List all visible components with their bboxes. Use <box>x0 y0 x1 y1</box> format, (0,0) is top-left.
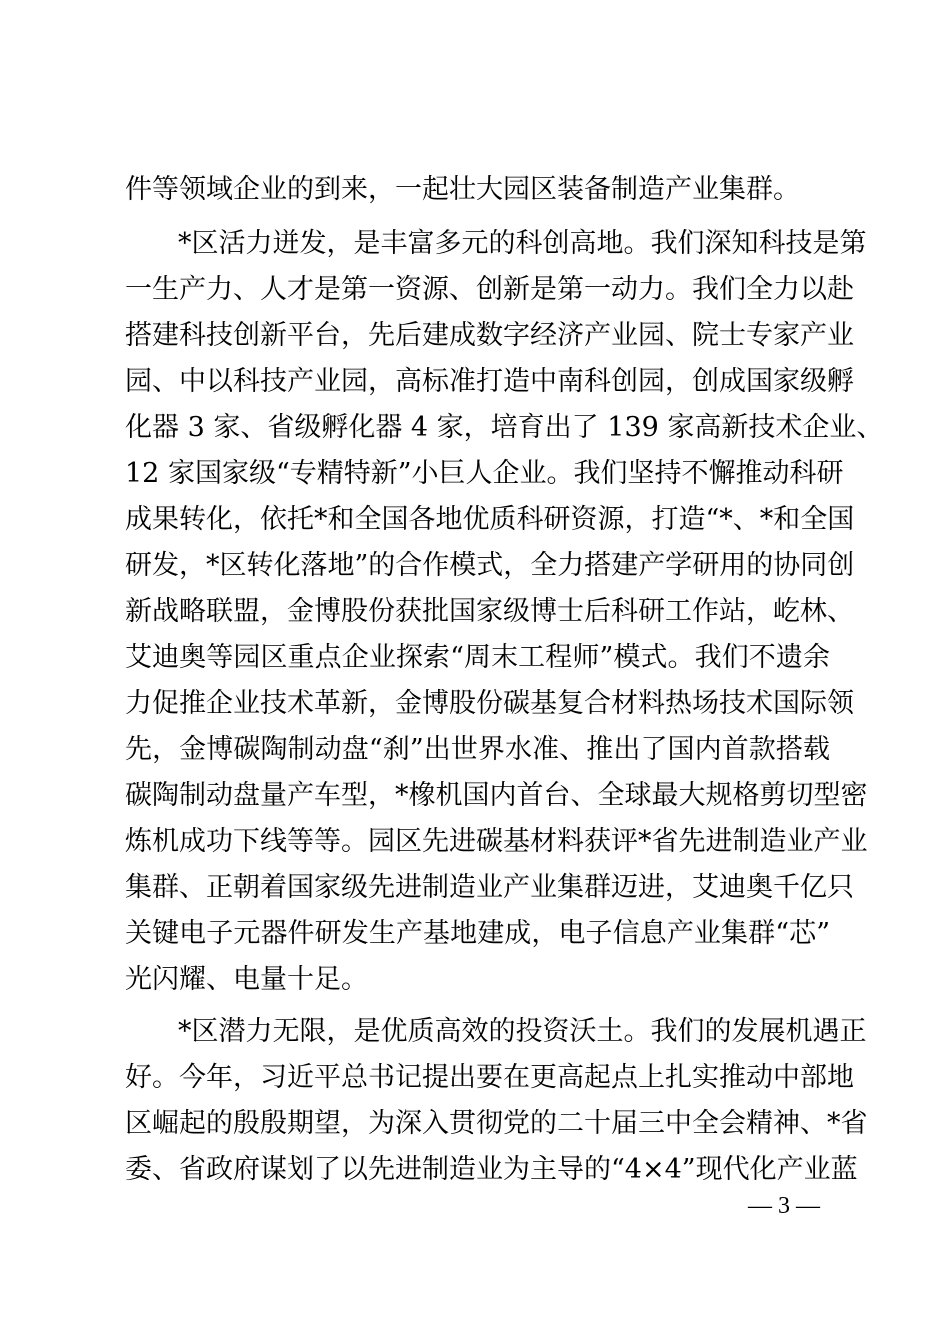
text-line: 好。今年，习近平总书记提出要在更高起点上扎实推动中部地 <box>125 1062 854 1093</box>
text-line: *区活力迸发，是丰富多元的科创高地。我们深知科技是第 <box>178 228 867 259</box>
text-line: 件等领域企业的到来，一起壮大园区装备制造产业集群。 <box>125 174 800 205</box>
text-line: 成果转化，依托*和全国各地优质科研资源，打造“*、*和全国 <box>125 504 855 535</box>
text-line: 力促推企业技术革新，金博股份碳基复合材料热场技术国际领 <box>125 688 854 719</box>
text-line: 新战略联盟，金博股份获批国家级博士后科研工作站，屹林、 <box>125 596 854 627</box>
page-number: — 3 — <box>748 1193 820 1219</box>
text-line: 12 家国家级“专精特新”小巨人企业。我们坚持不懈推动科研 <box>125 458 844 489</box>
text-line: 搭建科技创新平台，先后建成数字经济产业园、院士专家产业 <box>125 320 854 351</box>
text-line: 化器 3 家、省级孵化器 4 家，培育出了 139 家高新技术企业、 <box>125 412 884 443</box>
text-line: 一生产力、人才是第一资源、创新是第一动力。我们全力以赴 <box>125 274 854 305</box>
text-line: *区潜力无限，是优质高效的投资沃土。我们的发展机遇正 <box>178 1016 867 1047</box>
text-line: 光闪耀、电量十足。 <box>125 964 368 995</box>
text-line: 炼机成功下线等等。园区先进碳基材料获评*省先进制造业产业 <box>125 826 868 857</box>
text-line: 园、中以科技产业园，高标准打造中南科创园，创成国家级孵 <box>125 366 854 397</box>
text-line: 艾迪奥等园区重点企业探索“周末工程师”模式。我们不遗余 <box>125 642 830 673</box>
text-line: 研发，*区转化落地”的合作模式，全力搭建产学研用的协同创 <box>125 550 855 581</box>
text-line: 委、省政府谋划了以先进制造业为主导的“4×4”现代化产业蓝 <box>125 1154 858 1185</box>
text-line: 碳陶制动盘量产车型，*橡机国内首台、全球最大规格剪切型密 <box>125 780 868 811</box>
text-line: 区崛起的殷殷期望，为深入贯彻党的二十届三中全会精神、*省 <box>125 1108 868 1139</box>
text-line: 集群、正朝着国家级先进制造业产业集群迈进，艾迪奥千亿只 <box>125 872 854 903</box>
text-line: 先，金博碳陶制动盘“刹”出世界水准、推出了国内首款搭载 <box>125 734 830 765</box>
text-line: 关键电子元器件研发生产基地建成，电子信息产业集群“芯” <box>125 918 830 949</box>
